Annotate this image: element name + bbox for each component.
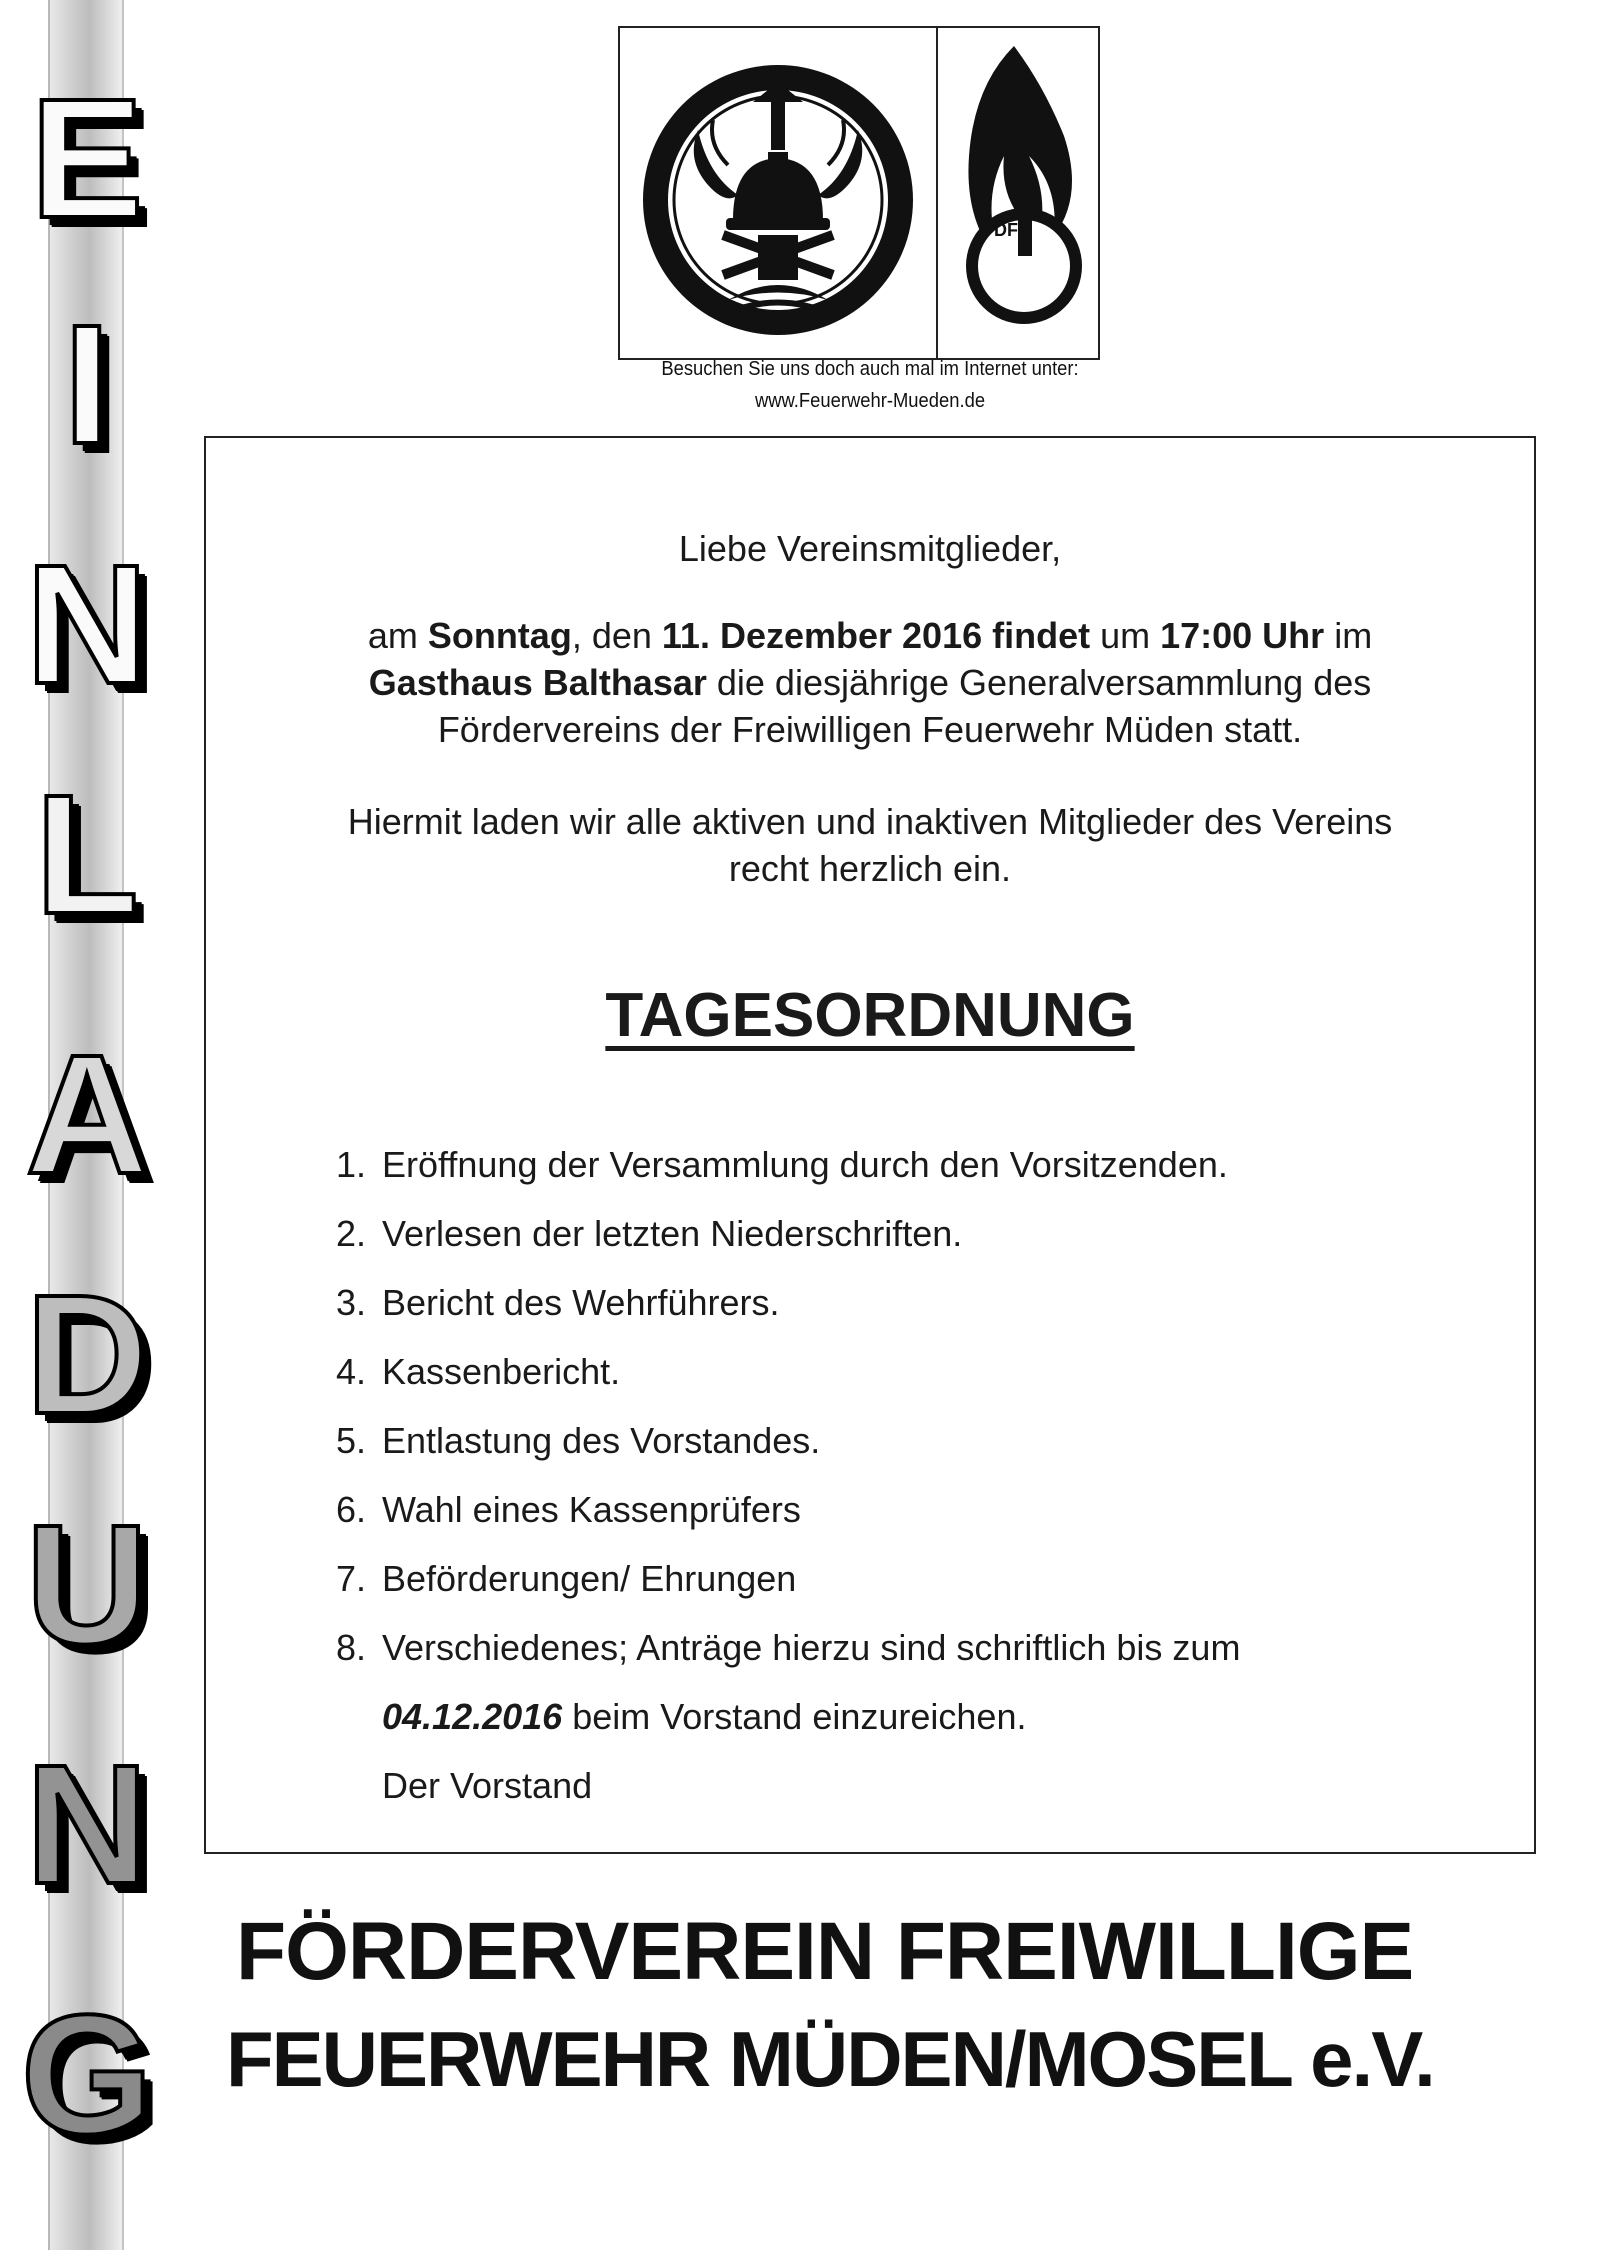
agenda-text: Entlastung des Vorstandes.	[382, 1420, 821, 1461]
agenda-number: 2.	[336, 1213, 367, 1254]
agenda-list	[336, 1134, 1496, 1824]
agenda-item	[336, 1617, 1496, 1686]
vertical-letter: N	[25, 530, 149, 720]
day: Sonntag	[427, 615, 572, 656]
agenda-text: Verschiedenes; Anträge hierzu sind schriftlich bis zum	[382, 1627, 1241, 1668]
vertical-letter: A	[25, 1020, 149, 1210]
invitation-paragraph-2-line-2: recht herzlich ein.	[728, 848, 1012, 889]
vertical-letter: N	[25, 1730, 149, 1920]
date: 11. Dezember 2016 findet	[661, 615, 1091, 656]
website-url: www.Feuerwehr-Mueden.de	[754, 390, 986, 412]
vertical-letter: L	[35, 760, 139, 950]
vertical-letter: U	[25, 1490, 149, 1680]
agenda-item	[336, 1548, 1496, 1617]
vertical-letter: G	[20, 1980, 154, 2170]
agenda-number: 6.	[336, 1489, 367, 1530]
invitation-paragraph-line-2	[204, 659, 1536, 706]
invitation-paragraph-2-line-1: Hiermit laden wir alle aktiven und inaktiven Mitglieder des Vereins	[347, 801, 1393, 842]
agenda-number: 7.	[336, 1558, 367, 1599]
invitation-paragraph-line-3: Fördervereins der Freiwilligen Feuerwehr Müden statt.	[437, 709, 1303, 750]
signature: Der Vorstand	[382, 1765, 593, 1806]
agenda-number: 1.	[336, 1144, 367, 1185]
agenda-number: 3.	[336, 1282, 367, 1323]
agenda-text: beim Vorstand einzureichen.	[562, 1696, 1027, 1737]
text: im	[1324, 615, 1373, 656]
agenda-heading	[204, 980, 1536, 1051]
agenda-item	[336, 1203, 1496, 1272]
venue: Gasthaus Balthasar	[368, 662, 707, 703]
agenda-number: 5.	[336, 1420, 367, 1461]
vertical-letter: E	[30, 64, 144, 254]
text: um	[1090, 615, 1161, 656]
deadline-date: 04.12.2016	[382, 1696, 563, 1737]
agenda-item	[336, 1341, 1496, 1410]
logo-divider	[936, 26, 938, 358]
text: die diesjährige Generalversammlung des	[706, 662, 1372, 703]
fire-brigade-helmet-emblem-icon	[628, 60, 928, 350]
agenda-item-continuation	[336, 1686, 1496, 1755]
agenda-text: Eröffnung der Versammlung durch den Vorsitzenden.	[382, 1144, 1228, 1185]
text: , den	[571, 615, 662, 656]
agenda-text: Kassenbericht.	[382, 1351, 621, 1392]
agenda-number: 4.	[336, 1351, 367, 1392]
text: am	[367, 615, 428, 656]
agenda-heading-text: TAGESORDNUNG	[605, 981, 1135, 1050]
agenda-item	[336, 1272, 1496, 1341]
agenda-item	[336, 1134, 1496, 1203]
agenda-text: Verlesen der letzten Niederschriften.	[382, 1213, 963, 1254]
footer-line-1: FÖRDERVEREIN FREIWILLIGE	[236, 1906, 1414, 1997]
agenda-item	[336, 1479, 1496, 1548]
footer-line-2: FEUERWEHR MÜDEN/MOSEL e.V.	[226, 2015, 1434, 2103]
internet-line-1: Besuchen Sie uns doch auch mal im Internet unter:	[661, 358, 1079, 380]
agenda-number: 8.	[336, 1627, 367, 1668]
dfv-letter: DFV	[994, 220, 1030, 240]
time: 17:00 Uhr	[1160, 615, 1325, 656]
invitation-paragraph-line-1	[204, 612, 1536, 659]
vertical-letter: I	[63, 290, 111, 480]
greeting: Liebe Vereinsmitglieder,	[678, 528, 1062, 569]
agenda-text: Wahl eines Kassenprüfers	[382, 1489, 801, 1530]
vertical-letter: D	[25, 1260, 149, 1450]
agenda-text: Beförderungen/ Ehrungen	[382, 1558, 797, 1599]
agenda-text: Bericht des Wehrführers.	[382, 1282, 780, 1323]
dfv-flame-logo-icon	[944, 36, 1092, 346]
agenda-item	[336, 1410, 1496, 1479]
